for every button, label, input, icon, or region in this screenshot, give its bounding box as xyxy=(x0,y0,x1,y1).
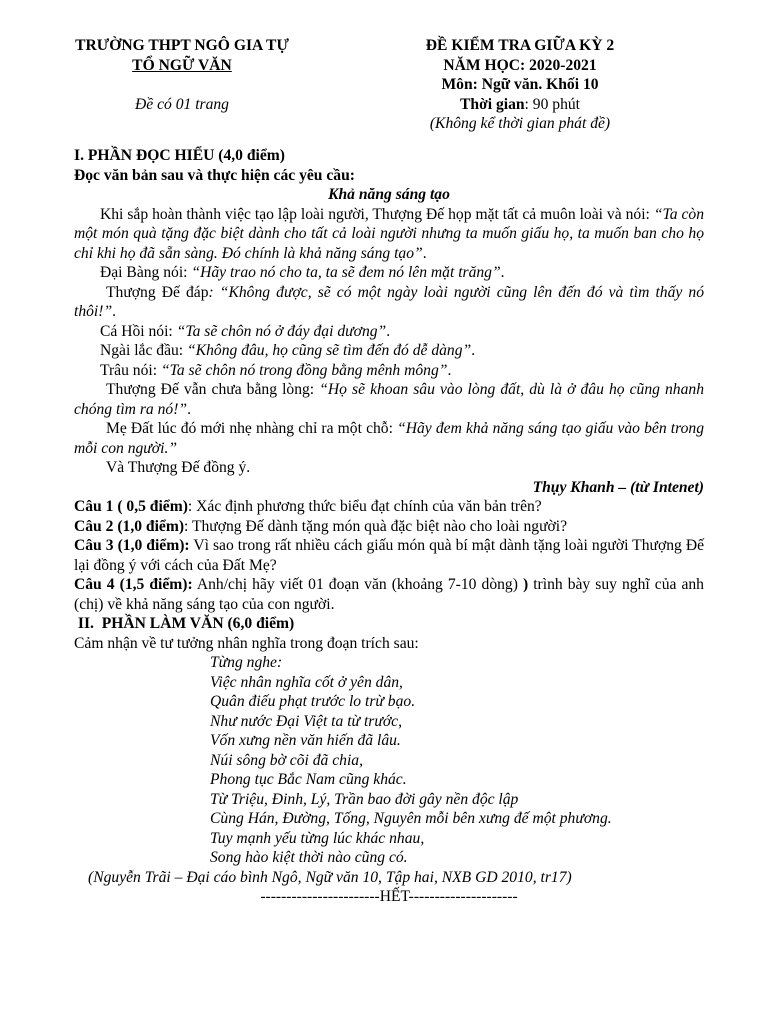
poem-line: Tuy mạnh yếu từng lúc khác nhau, xyxy=(210,829,425,847)
question-paren: ) xyxy=(522,576,529,593)
poem-line: Như nước Đại Việt ta từ trước, xyxy=(210,712,402,730)
part2-instruction: Cảm nhận về tư tưởng nhân nghĩa trong đoạn trích sau: xyxy=(74,634,419,652)
exam-title: ĐỀ KIỂM TRA GIỮA KỲ 2 xyxy=(425,37,615,54)
paragraph-text: . xyxy=(386,322,391,340)
paragraph-text: Khi sắp hoàn thành việc tạo lập loài người, Thượng Đế họp mặt tất cả muôn loài và nói: xyxy=(100,205,654,223)
quote-text: “Hãy trao nó cho ta, ta sẽ đem nó lên mặt trăng” xyxy=(191,264,501,281)
passage-paragraph-6 xyxy=(74,361,704,381)
paragraph-text: . xyxy=(112,303,117,320)
paragraph-text: Mẹ Đất lúc đó mới nhẹ nhàng chỉ ra một chỗ: xyxy=(106,420,398,437)
poem-line: Quân điếu phạt trước lo trừ bạo. xyxy=(210,693,416,710)
question-1 xyxy=(74,497,704,517)
time-note: (Không kể thời gian phát đề) xyxy=(429,115,611,132)
question-label: Câu 3 (1,0 điểm): xyxy=(74,537,190,554)
passage-paragraph-5 xyxy=(74,341,704,361)
passage-paragraph-8 xyxy=(74,419,704,458)
header-right xyxy=(372,36,668,134)
poem-line: Vốn xưng nền văn hiến đã lâu. xyxy=(210,732,401,749)
quote-text: : “Không được, sẽ có một ngày loài người cũng lên đến đó và tìm thấy nó thôi!” xyxy=(74,283,704,320)
quote-text: “Hãy đem khả năng sáng tạo giấu vào bên trong mỗi con người.” xyxy=(74,420,704,457)
paragraph-text: Thượng Đế đáp xyxy=(106,283,209,301)
question-3 xyxy=(74,536,704,575)
passage-paragraph-9: Và Thượng Đế đồng ý. xyxy=(106,459,251,476)
question-text: trình bày suy nghĩ của anh (chị) về khả năng sáng tạo của con người. xyxy=(74,576,704,613)
paragraph-text: Thượng Đế vẫn chưa bằng lòng: xyxy=(106,381,320,398)
question-text: Vì sao trong rất nhiều cách giấu món quà bí mật dành tặng loài người Thượng Đế lại đồng ý với cách của Đất Mẹ? xyxy=(74,537,705,574)
passage-paragraph-7 xyxy=(74,380,704,419)
part1-heading: I. PHẦN ĐỌC HIỂU (4,0 điểm) xyxy=(74,147,285,164)
end-mark: -----------------------HẾT--------------------- xyxy=(260,888,518,905)
question-label: Câu 2 (1,0 điểm) xyxy=(74,517,185,535)
poem-line: Từ Triệu, Đinh, Lý, Trần bao đời gây nền độc lập xyxy=(210,790,519,808)
poem-line: Song hào kiệt thời nào cũng có. xyxy=(210,849,408,866)
paragraph-text: Ngài lắc đầu: xyxy=(100,342,188,359)
passage-paragraph-3 xyxy=(74,283,704,322)
question-label: Câu 1 ( 0,5 điểm) xyxy=(74,498,188,515)
passage-paragraph-1 xyxy=(74,205,704,264)
poem-source: (Nguyễn Trãi – Đại cáo bình Ngô, Ngữ văn 10, Tập hai, NXB GD 2010, tr17) xyxy=(88,868,572,886)
poem-line: Núi sông bờ cõi đã chia, xyxy=(210,751,363,769)
school-year: NĂM HỌC: 2020-2021 xyxy=(443,56,597,74)
quote-text: “Ta sẽ chôn nó ở đáy đại dương” xyxy=(176,322,387,340)
poem-line: Việc nhân nghĩa cốt ở yên dân, xyxy=(210,673,403,691)
question-text: Anh/chị hãy viết 01 đoạn văn (khoảng 7-10 dòng) xyxy=(192,576,523,593)
question-4 xyxy=(74,575,704,614)
exam-content xyxy=(74,146,704,907)
time-value: : 90 phút xyxy=(524,95,580,113)
paragraph-text: . xyxy=(187,400,191,418)
header-left xyxy=(52,36,312,114)
school-name: TRƯỜNG THPT NGÔ GIA TỰ xyxy=(75,37,289,54)
time-line xyxy=(372,95,668,115)
paragraph-text: Cá Hồi nói: xyxy=(100,322,177,340)
poem-excerpt xyxy=(74,653,704,868)
quote-text: “Họ sẽ khoan sâu vào lòng đất, dù là ở đâu họ cũng nhanh chóng tìm ra nó!” xyxy=(74,381,704,418)
paragraph-text: . xyxy=(471,342,476,359)
poem-line: Từng nghe: xyxy=(210,654,283,671)
quote-text: “Ta sẽ chôn nó trong đồng bằng mênh mông” xyxy=(160,361,448,379)
quote-text: “Không đâu, họ cũng sẽ tìm đến đó dễ dàng” xyxy=(187,342,472,359)
part2-heading: II. PHẦN LÀM VĂN (6,0 điểm) xyxy=(74,615,295,632)
passage-paragraph-2 xyxy=(74,263,704,283)
poem-line: Cùng Hán, Đường, Tống, Nguyên mỗi bên xưng đế một phương. xyxy=(210,810,612,827)
passage-source: Thụy Khanh – (từ Intenet) xyxy=(532,478,704,496)
question-text: : Xác định phương thức biểu đạt chính của văn bản trên? xyxy=(187,498,542,515)
department-name: TỔ NGỮ VĂN xyxy=(132,56,232,74)
paragraph-text: . xyxy=(422,244,427,262)
part1-instruction: Đọc văn bản sau và thực hiện các yêu cầu: xyxy=(74,166,355,184)
poem-line: Phong tục Bắc Nam cũng khác. xyxy=(210,771,407,788)
paragraph-text: . xyxy=(447,361,452,379)
quote-text: “Ta còn một món quà tặng đặc biệt dành cho tất cả loài người nhưng ta muốn giấu họ, ta muốn ban cho họ chỉ khi họ đã sẵn sàng. Đó chính là khả năng sáng tạo” xyxy=(74,205,705,262)
pages-note: Đề có 01 trang xyxy=(135,95,229,113)
subject-line: Môn: Ngữ văn. Khối 10 xyxy=(441,76,599,93)
passage-paragraph-4 xyxy=(74,322,704,342)
paragraph-text: . xyxy=(500,264,505,281)
passage-title: Khả năng sáng tạo xyxy=(328,186,450,203)
question-text: : Thượng Đế dành tặng món quà đặc biệt nào cho loài người? xyxy=(184,517,568,535)
question-label: Câu 4 (1,5 điểm): xyxy=(74,576,193,593)
question-2 xyxy=(74,517,704,537)
time-label: Thời gian xyxy=(460,95,525,113)
paragraph-text: Đại Bàng nói: xyxy=(100,264,192,281)
paragraph-text: Trâu nói: xyxy=(100,361,161,379)
